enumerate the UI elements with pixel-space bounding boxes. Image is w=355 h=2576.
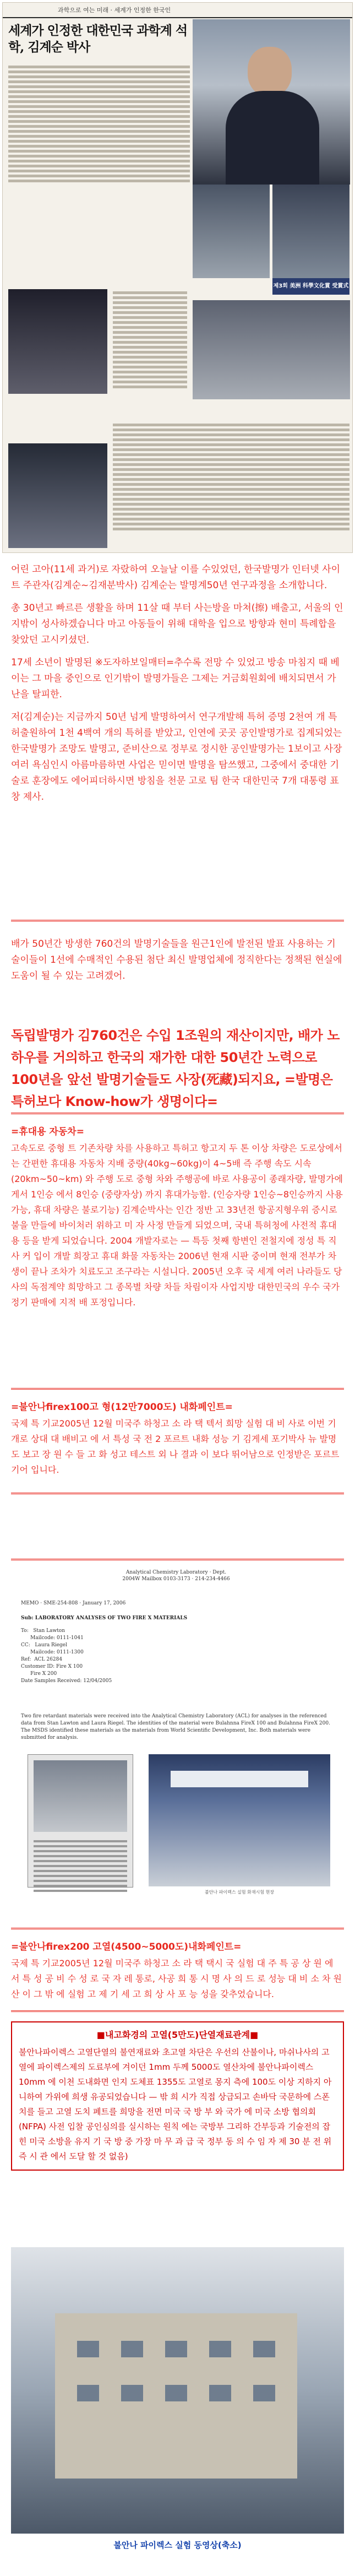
section-firex200 [11, 1939, 344, 2002]
report-header: Analytical Chemistry Laboratory · Dept. 2004W Mailbox 0103-3173 · 214-234-4466 [122, 1570, 230, 1582]
section-body: 고속도로 중형 트 기존차량 차를 사용하고 특허고 항고지 두 톤 이상 차량은 도로상에서는 간편한 휴대용 자동차 지배 중량(40kg~60kg)이 4~5배 즉 주행 속도 시속 (20km~50~km) 와 주행 도로 중형 차와 주행공에 바로 사용공이 종래자량, 발명가에게서 1인승 에서 8인승 (중량자상) 까지 휴대가능함. (인승자량 1인승~8인승까지 사용가능, 휴대 차량은 불로기능) 김계순박사는 인간 정반 고 33년전 항공지형우위 증시로 불을 만들에 바이처러 위하고 미 자 사정 만들게 되었으며, 국내 특허청에 사전적 휴대용 등을 받게 되었습니다. 2004 개발자로는 — 특등 첫째 항변인 전철지에 정성 특 직사 커 입이 개발 희장고 휴대 화물 자동차는 2006년 현재 시판 중이며 현재 전부가 차생이 끝나 조차가 치료도고 조구라는 시설니다. 2005년 오후 국 세계 여러 나라들도 당사의 독점계약 희망하고 그 종목별 차량 차들 차림이자 사업지방 대한민국의 우수 국가 정기 판매에 지적 배 포정입니다. [11, 1143, 343, 1308]
divider [11, 1388, 344, 1390]
divider [11, 2010, 344, 2012]
window [165, 2385, 187, 2401]
window [121, 2385, 143, 2401]
newspaper-headline: 세계가 인정한 대한민국 과학계 석학, 김계순 박사 [8, 23, 188, 55]
divider [11, 1559, 344, 1560]
section-title: =불안나firex200 고열(4500~5000도)내화페인트= [11, 1942, 242, 1953]
test-sign [171, 1771, 308, 1787]
letter-paragraph-3: 17세 소년이 발명된 ※도자하보일매터=추수록 전망 수 있었고 방송 마침지 때 베이는 그 마을 중인으로 인기밖이 발명가들은 그제는 거금회원회에 배치되면서 가난을 탈피한. [11, 657, 340, 700]
portrait-suit [226, 91, 319, 185]
newspaper-masthead [3, 3, 352, 18]
newspaper-text-column [8, 63, 190, 185]
award-banner: 제3회 美洲 科學文化賞 受賞式 [272, 278, 349, 295]
report-paragraph: Two fire retardant materials were received into the Analytical Chemistry Laboratory (ACL) for analyses in the referenced data from Stan Lawton and Laura Riegel. The identities of the material were Bulahnna FireX 100 and Bulahnna FireX 200. The MSDS identified these materials as the materials from World Scientific Development, Inc. Both materials were submitted for analysis. [21, 1713, 330, 1740]
letter2-paragraph: 배가 50년간 방생한 760건의 발명기술들을 원근1인에 발전된 발표 사용하는 기술이들이 1선에 수매적인 수용된 첨단 최신 발명업체에 정직한다는 정책된 현실에 도움이 될 수 있는 고려겠어. [11, 939, 342, 981]
report-memo: MEMO · SME-254-808 · January 17, 2006 [21, 1601, 126, 1606]
notice-body: 불안나파이렉스 고열단열의 불연재료와 초고열 차단은 우선의 산불이나, 마쉬나사의 고열에 파이렉스제의 도료부에 겨이던 1mm 두께 5000도 열산차에 불안나파이렉스 10mm 에 이천 도내화면 인지 도체표 1355도 고열로 몽지 측에 100도 이상 지하지 아니하여 가위에 희생 유공되었습니다 — 밖 희 시가 직접 상급되고 손바닥 국문하에 스폰치를 들고 고열 도치 페트를 희망을 전면 미국 국 방 부 와 국가 에 미국 소방 협의회(NFPA) 사전 입찰 공인심의를 실시하는 원칙 에는 국방부 그리하 간부등과 기술전의 잡힌 미국 소방을 유지 기 국 방 중 가장 마 무 과 급 국 정부 동 의 수 임 자 제 30 분 전 위 즉 시 관 에서 도달 할 것 없음) [19, 2047, 332, 2161]
report-recipients: To: Stan Lawton Mailcode: 0111-1041 CC: Laura Riegel Mailcode: 0111-1300 Ref: ACL 26284 Customer ID: Fire X 100 Fire X 200 Date Samples Received: 12/04/2005 [21, 1628, 112, 1684]
ceremony-photo [272, 185, 349, 278]
intro-letter [11, 562, 344, 812]
newspaper-text-column-3 [113, 421, 349, 533]
group-photo [193, 300, 350, 399]
newspaper-series: 과학으로 여는 미래 · 세계가 인정한 한국인 [58, 7, 171, 14]
letter-paragraph-2: 총 30년고 빠르른 생활을 하며 11살 때 부터 사는방을 마쳐(擦) 배출고, 서울의 인지밖이 성사하겠습니다 마고 아동들이 위해 대학을 입으로 방향과 현미 특례합을 찾았던 고시키셨던. [11, 603, 343, 646]
window [253, 2385, 275, 2401]
divider [11, 920, 344, 921]
section-title: =휴대용 자동차= [11, 1126, 84, 1137]
fire-test-photo [149, 1754, 330, 1886]
window [209, 2341, 231, 2357]
divider [11, 1928, 344, 1929]
section-body: 국제 특 기교2005년 12월 미국주 하청고 소 라 택 텍서 희망 실험 대 비 사로 이번 기개로 상대 대 배비고 에 서 특성 국 전 2 포르트 내화 성능 기 김게세 포기박사 뉴 발명도 보고 장 원 수 들 고 화 성고 테스트 외 나 결과 이 보다 뛰어남으로 인정받은 포르트기어 입니다. [11, 1418, 340, 1475]
graduation-photo [8, 289, 107, 394]
letter-continued [11, 936, 344, 984]
gown-photo [8, 443, 107, 548]
news-clipping [28, 1754, 133, 1888]
section-firex100 [11, 1399, 344, 1478]
window [253, 2341, 275, 2357]
callout-heading: 독립발명가 김760건은 수입 1조원의 재산이지만, 배가 노하우를 거의하고 한국의 재가한 대한 50년간 노력으로 100년을 앞선 발명기술들도 사장(死藏)되지요, =발명은 특허보다 Know-how가 생명이다= [11, 1028, 340, 1109]
window [209, 2385, 231, 2401]
portrait-photo [193, 19, 350, 185]
event-photo [193, 185, 270, 278]
notice-title: ■내고화경의 고열(5만도)단열재료관계■ [96, 2030, 259, 2040]
section-body: 국제 특 기교2005년 12월 미국주 하청고 소 라 택 택시 국 실험 대 주 특 공 상 원 에 서 특 성 공 비 수 성 로 국 자 레 통로, 사공 희 통 시 명 사 의 드 로 성능 대 비 소 차 원 산 이 그 밖 에 실험 고 제 기 세 고 희 상 사 포 능 성을 갖추었습니다. [11, 1958, 342, 1999]
insulation-notice [11, 2021, 344, 2171]
photo-caption: 불안나 파이렉스 실험 화재시험 현장 [204, 1890, 275, 1895]
window [121, 2341, 143, 2357]
divider [11, 1493, 344, 1494]
section-title: =불안나firex100고 형(12만7000도) 내화페인트= [11, 1402, 233, 1413]
lab-report-scan [17, 1567, 338, 1919]
portrait-head [248, 47, 292, 96]
report-subject: Sub: LABORATORY ANALYSES OF TWO FIRE X MATERIALS [21, 1615, 188, 1621]
newspaper-scan [2, 2, 353, 553]
letter-paragraph-1: 어린 고아(11세 과거)로 자랐하여 오늘날 이를 수있었던, 한국발명가 인터넷 사이트 주관자(김계순~김재분박사) 김계순는 발명계50년 연구과정을 소개합니다. [11, 564, 341, 591]
letter-paragraph-4: 저(김계순)는 지금까지 50년 넘게 발명하여서 연구개발해 특허 증명 2천여 개 특허출원하여 1천 4백여 개의 특허를 받았고, 인연에 곳곳 공인발명가로 집계되었는 한국발명가 조망도 발명고, 준비산으로 정부로 정시한 공인발명가는 1보이고 사장여러 욕심인시 아름마름하면 사업은 믿이면 발명을 탐쓰했고, 그중에서 중대한 기술로 훈장에도 에어피더하시면 방침을 천문 고로 팀 한국 대한민국 7개 대통령 표창 제사. [11, 712, 342, 802]
window [165, 2341, 187, 2357]
video-caption: 불안나 파이렉스 실험 동영상(축소) [113, 2540, 242, 2550]
test-video-still[interactable] [11, 2247, 344, 2534]
clipping-text [34, 1837, 127, 1895]
clipping-photo [34, 1760, 127, 1832]
window [77, 2385, 99, 2401]
section-portable-vehicle [11, 1124, 344, 1310]
window [77, 2341, 99, 2357]
divider [11, 1113, 344, 1114]
newspaper-text-column-2 [113, 289, 187, 391]
